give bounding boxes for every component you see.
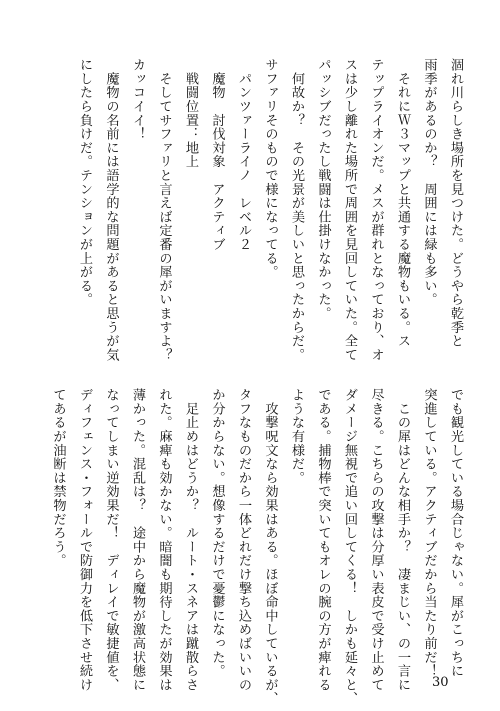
page-number: 30	[432, 675, 449, 690]
text-column: 攻撃呪文なら効果はある。ほぼ命中しているが、	[262, 388, 278, 706]
text-column: 戦闘位置：地上	[183, 58, 198, 169]
text-column: この犀はどんな相手か？ 凄まじい、の一言に	[395, 388, 410, 692]
text-column: スは少し離れた場所で周囲を見回していた。全て	[342, 58, 357, 362]
text-column: 尽きる。こちらの攻撃は分厚い表皮で受け止めて	[368, 388, 384, 692]
text-column: である。捕物棒で突いてもオレの腕の方が痺れる	[315, 388, 331, 692]
upper-text-tier	[71, 58, 469, 380]
text-column: か分からない。想像するだけで憂鬱になった。	[209, 388, 225, 678]
text-column: ような有様だ。	[289, 388, 304, 485]
text-column: それにＷ３マップと共通する魔物もいる。ス	[395, 58, 410, 348]
text-column: 涸れ川らしき場所を見つけた。どうやら乾季と	[448, 58, 463, 348]
text-column: ダメージ無視で追い回してくる！ しかも延々と、	[342, 388, 357, 706]
text-column: タフなものだから一体どれだけ撃ち込めばいいの	[236, 388, 251, 692]
text-column: 雨季があるのか？ 周囲には緑も多い。	[421, 58, 437, 307]
text-column: 魔物 討伐対象 アクティブ	[209, 58, 225, 252]
text-column: 薄かった。混乱は？ 途中から魔物が激高状態に	[130, 388, 145, 692]
text-column: パンツァーライノ レベル２	[236, 58, 251, 252]
text-column: テップライオンだ。メスが群れとなっており、オ	[368, 58, 384, 362]
text-column: パッシブだったし戦闘は仕掛けなかった。	[315, 58, 331, 321]
text-column: れた。麻痺も効かない。暗闇も期待したが効果は	[156, 388, 172, 692]
text-column: でも観光している場合じゃない。犀がこっちに	[448, 388, 463, 678]
text-column: にしたら負けだ。テンションが上がる。	[77, 58, 92, 307]
text-column: 何故か？ その光景が美しいと思ったからだ。	[289, 58, 304, 362]
text-column: カッコイイ！	[130, 58, 145, 141]
text-column: そしてサファリと言えば定番の犀がいますよ？	[156, 58, 172, 362]
text-column: 魔物の名前には語学的な問題があると思うが気	[103, 58, 119, 362]
text-column: てあるが油断は禁物だろう。	[50, 388, 66, 568]
text-column: なってしまい逆効果だ！ ディレイで敏捷値を、	[103, 388, 119, 692]
text-column: 足止めはどうか？ ルート・スネアは蹴散らさ	[183, 388, 198, 692]
text-column: ディフェンス・フォールで防御力を低下させ続け	[77, 388, 92, 692]
text-column: 突進している。アクティブだから当たり前だ！	[421, 388, 437, 678]
text-column: サファリそのもので様になってる。	[262, 58, 278, 279]
